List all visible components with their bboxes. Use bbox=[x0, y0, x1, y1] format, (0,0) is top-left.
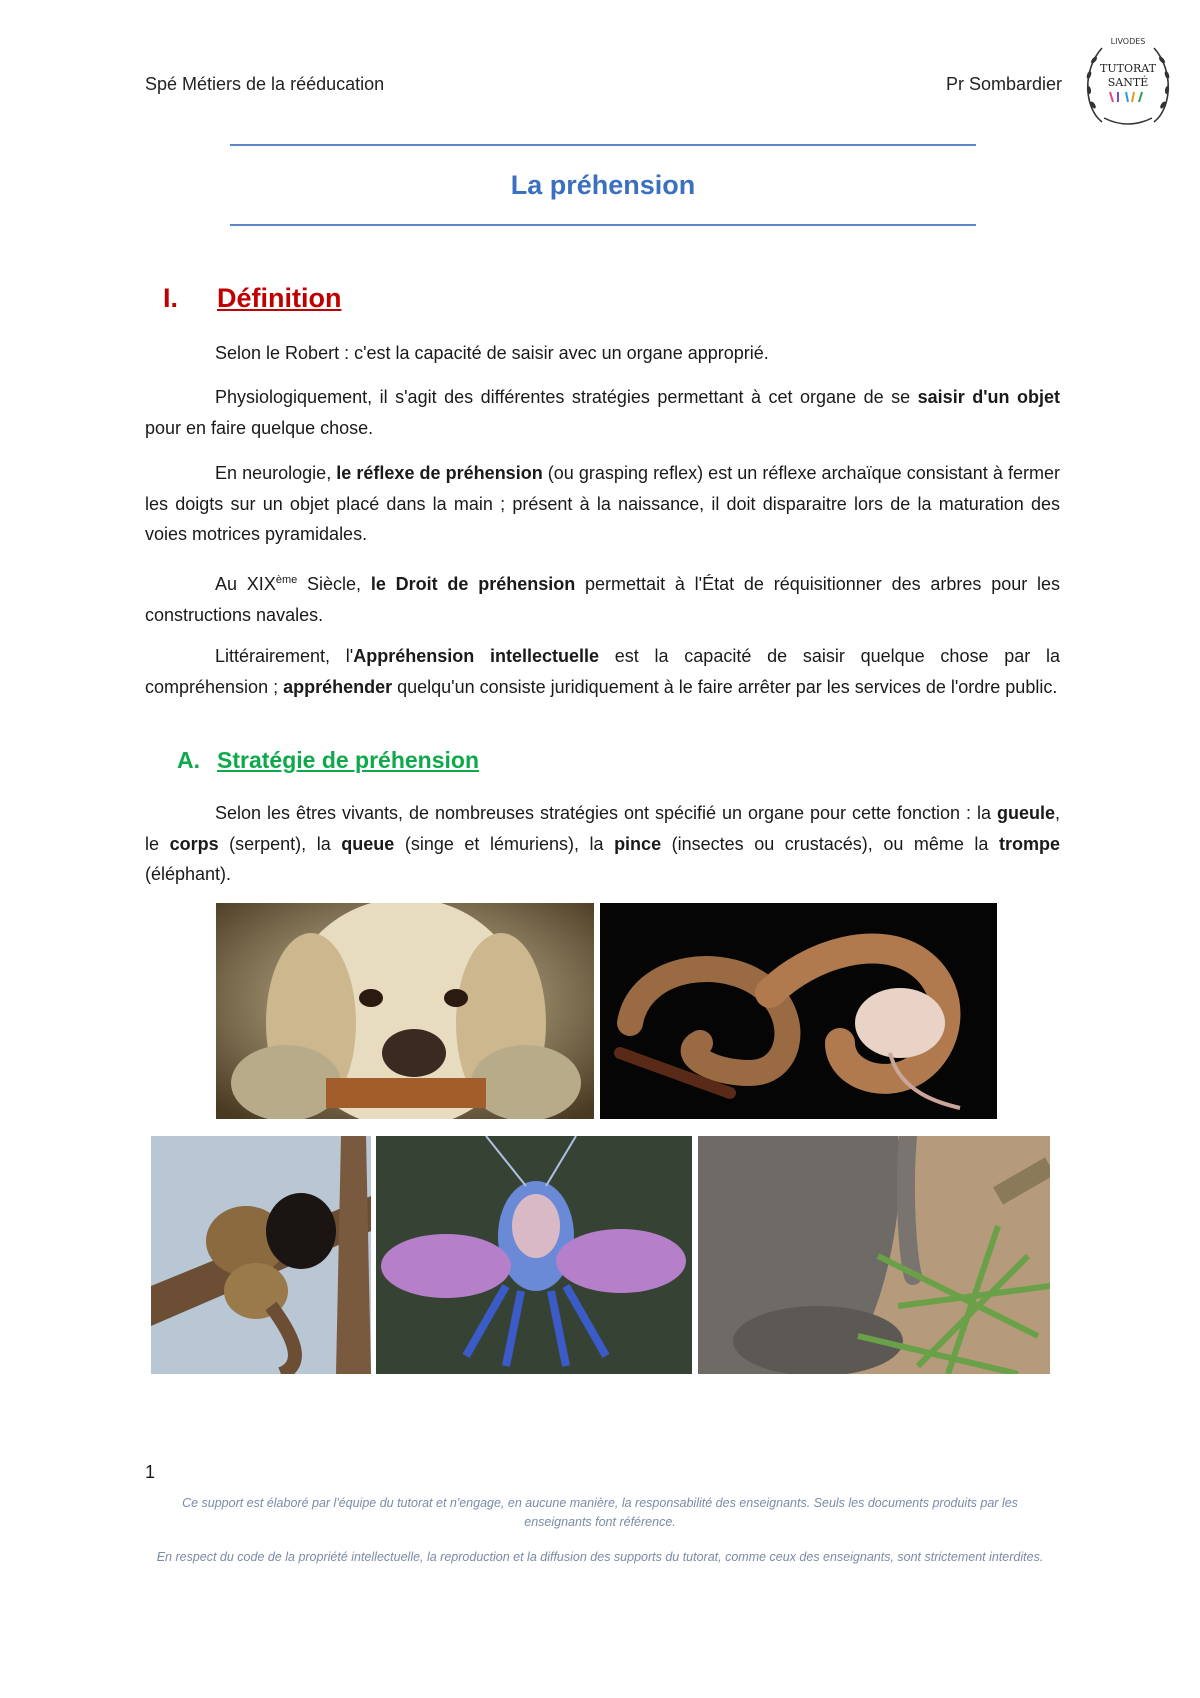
title-bottom-rule bbox=[230, 224, 976, 226]
bold-term: corps bbox=[169, 833, 219, 854]
paragraph-droit bbox=[145, 565, 1060, 630]
paragraph-text: En neurologie, bbox=[215, 463, 337, 483]
subsection-title: Stratégie de préhension bbox=[217, 747, 480, 773]
paragraph-text: Selon le Robert : c'est la capacité de saisir avec un organe approprié. bbox=[215, 343, 769, 363]
crayfish-photo bbox=[376, 1136, 692, 1374]
paragraph-text: (insectes ou crustacés), ou même la bbox=[661, 833, 999, 854]
paragraph-robert bbox=[145, 338, 1060, 369]
subsection-number: A. bbox=[177, 747, 200, 773]
paragraph-text: Siècle, bbox=[297, 574, 371, 594]
bold-term: saisir d'un objet bbox=[917, 387, 1060, 407]
logo-line1-text: TUTORAT bbox=[1100, 62, 1156, 75]
bold-term: trompe bbox=[998, 833, 1060, 854]
paragraph-text: (serpent), la bbox=[218, 833, 342, 854]
paragraph-text: pour en faire quelque chose. bbox=[145, 417, 374, 438]
paragraph-text: (éléphant). bbox=[145, 864, 232, 884]
paragraph-text: Au XIX bbox=[215, 574, 276, 594]
paragraph-text: , le bbox=[145, 803, 1060, 854]
section-number: I. bbox=[163, 283, 179, 313]
paragraph-neurologie bbox=[145, 458, 1060, 550]
paragraph-strategies bbox=[145, 798, 1060, 890]
footer-disclaimer: Ce support est élaboré par l'équipe du tutorat et n'engage, en aucune manière, la responsabilité des enseignants. Seuls les documents produits par les enseignants font référence. bbox=[182, 1496, 1018, 1529]
header-course-name: Spé Métiers de la rééducation bbox=[145, 74, 385, 94]
logo-line2-text: SANTÉ bbox=[1107, 76, 1149, 89]
elephant-trunk-photo bbox=[698, 1136, 1050, 1374]
superscript: ème bbox=[275, 574, 298, 586]
dog-photo bbox=[216, 903, 594, 1119]
section-title: Définition bbox=[217, 283, 342, 313]
bold-term: pince bbox=[614, 833, 662, 854]
subsection-heading-strategie bbox=[177, 747, 479, 774]
paragraph-text: Physiologiquement, il s'agit des différentes stratégies permettant à cet organe de se bbox=[215, 387, 918, 407]
header-professor-name: Pr Sombardier bbox=[945, 74, 1062, 94]
monkey-photo bbox=[151, 1136, 371, 1374]
paragraph-text: permettait à l'État de réquisitionner des arbres pour les constructions navales. bbox=[145, 574, 1061, 625]
snake-photo bbox=[600, 903, 997, 1119]
paragraph-text: quelqu'un consiste juridiquement à le faire arrêter par les services de l'ordre public. bbox=[392, 676, 1058, 697]
page-title: La préhension bbox=[510, 170, 696, 200]
paragraph-text: est la capacité de saisir quelque chose par la compréhension ; bbox=[145, 646, 1060, 697]
paragraph-physiologie bbox=[145, 382, 1060, 443]
bold-term: gueule bbox=[996, 803, 1055, 823]
paragraph-text: Selon les êtres vivants, de nombreuses stratégies ont spécifié un organe pour cette fonction : la bbox=[215, 803, 997, 823]
tutorat-sante-logo bbox=[1080, 30, 1176, 136]
page-number: 1 bbox=[145, 1462, 156, 1482]
paragraph-litteraire bbox=[145, 641, 1060, 702]
bold-term: appréhender bbox=[283, 676, 393, 697]
bold-term: le réflexe de préhension bbox=[336, 463, 543, 483]
bold-term: Appréhension intellectuelle bbox=[353, 646, 600, 666]
footer-copyright: En respect du code de la propriété intellectuelle, la reproduction et la diffusion des supports du tutorat, comme ceux des enseignants, sont strictement interdites. bbox=[156, 1550, 1044, 1564]
title-top-rule bbox=[230, 144, 976, 146]
paragraph-text: (ou grasping reflex) est un réflexe archaïque consistant à fermer les doigts sur un objet placé dans la main ; présent à la naissance, il doit disparaitre lors de la maturation des voies motrices pyramidales. bbox=[145, 463, 1060, 544]
bold-term: le Droit de préhension bbox=[370, 574, 576, 594]
bold-term: queue bbox=[341, 833, 395, 854]
logo-top-text: LIVODES bbox=[1110, 37, 1146, 46]
paragraph-text: Littérairement, l' bbox=[215, 646, 354, 666]
section-heading-definition bbox=[163, 283, 341, 314]
paragraph-text: (singe et lémuriens), la bbox=[394, 833, 615, 854]
